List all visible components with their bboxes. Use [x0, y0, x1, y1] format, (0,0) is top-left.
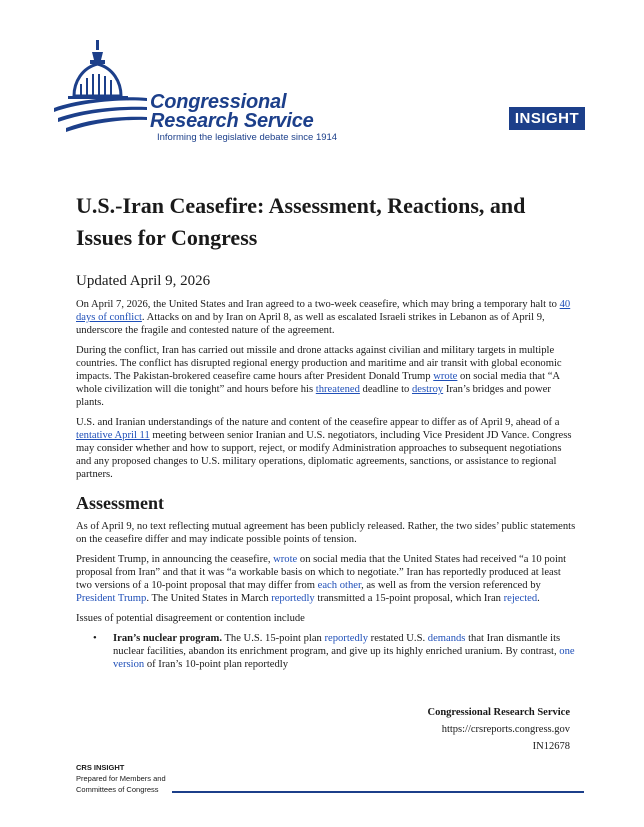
paragraph-trump-announcement [76, 553, 576, 605]
report-body [76, 298, 576, 678]
text: . The United States in March [146, 593, 272, 604]
link-demands[interactable]: demands [427, 633, 466, 644]
text: on social media that the United States had received “a 10 point proposal from Iran” and that it was “a workable basis on which to negotiate.” Iran has reportedly produced at least two versions of a 10-point proposal that may differ from [76, 554, 567, 591]
assessment-heading: Assessment [76, 493, 164, 513]
footer-code: IN12678 [532, 741, 570, 752]
link-each-other[interactable]: each other [317, 580, 362, 591]
report-title: U.S.-Iran Ceasefire: Assessment, Reactions, and Issues for Congress [76, 193, 526, 250]
text: , as well as from the version referenced by [361, 580, 541, 591]
text: . Attacks on and by Iran on April 8, as well as escalated Israeli strikes in Lebanon as of April 9, underscore the fragile and contested nature of the agreement. [76, 312, 545, 336]
paragraph-intro [76, 298, 576, 337]
footer-org: Congressional Research Service [427, 707, 570, 718]
footer-prepared-1: Prepared for Members and [76, 774, 166, 783]
text: deadline to [359, 384, 412, 395]
footer-prepared-2: Committees of Congress [76, 785, 159, 794]
brand-line-2: Research Service [150, 110, 314, 132]
brand-name [150, 93, 314, 131]
text: meeting between senior Iranian and U.S. negotiators, including Vice President JD Vance. Congress may consider whether and how to support, reject, or modify Administration approaches to subsequent negotiations and any proposed changes to U.S. military operations, diplomatic agreements, sanctions, or assistance to regional partners. [76, 430, 572, 480]
footer-crs-insight [76, 762, 166, 795]
text: of Iran’s 10-point plan reportedly [144, 659, 289, 670]
paragraph-understandings [76, 416, 576, 481]
brand-line-1: Congressional [150, 91, 287, 113]
link-threatened[interactable]: threatened [315, 384, 360, 395]
link-president-trump[interactable]: President Trump [76, 593, 147, 604]
report-header [0, 0, 644, 160]
footer-url[interactable]: https://crsreports.congress.gov [441, 724, 570, 735]
footer-citation [427, 704, 570, 755]
text: Iran’s bridges and power plants. [76, 384, 551, 408]
paragraph-no-text: As of April 9, no text reflecting mutual agreement has been publicly released. Rather, the two sides’ public statements on the ceasefire differ and may indicate possible points of tension. [76, 521, 576, 545]
text: transmitted a 15-point proposal, which Iran [314, 593, 504, 604]
bullet-heading: Iran’s nuclear program. [113, 633, 222, 644]
text: . [537, 593, 540, 604]
link-tentative-april-11[interactable]: tentative April 11 [76, 430, 150, 441]
link-destroy[interactable]: destroy [411, 384, 444, 395]
link-reportedly-2[interactable]: reportedly [324, 633, 369, 644]
footer-insight-tag: CRS INSIGHT [76, 763, 125, 772]
text: During the conflict, Iran has carried out missile and drone attacks against civilian and military targets in multiple countries. The conflict has disrupted regional energy production and maritime and air transit with global economic impacts. The Pakistan-brokered ceasefire came hours after President Donald Trump [76, 345, 562, 382]
link-one-version[interactable]: one version [113, 646, 575, 670]
text: The U.S. 15-point plan [221, 633, 325, 644]
link-rejected[interactable]: rejected [503, 593, 538, 604]
link-wrote-2[interactable]: wrote [273, 554, 298, 565]
paragraph-issues-intro: Issues of potential disagreement or contention include [76, 613, 305, 624]
bullet-dot: • [93, 633, 97, 644]
link-40-days-of-conflict[interactable]: 40 days of conflict [76, 299, 571, 323]
text: restated U.S. [368, 633, 428, 644]
link-wrote[interactable]: wrote [433, 371, 458, 382]
capitol-dome-logo [52, 38, 152, 148]
text: U.S. and Iranian understandings of the nature and content of the ceasefire appear to differ as of April 9, ahead of a [76, 417, 560, 428]
updated-date: Updated April 9, 2026 [76, 273, 211, 289]
text: that Iran dismantle its nuclear facilities, abandon its enrichment program, and give up its highly enriched uranium. By contrast, [113, 633, 561, 657]
insight-badge: INSIGHT [509, 107, 585, 130]
link-reportedly[interactable]: reportedly [271, 593, 315, 604]
paragraph-conflict [76, 344, 576, 409]
brand-tagline: Informing the legislative debate since 1914 [157, 132, 338, 143]
bullet-nuclear-program [76, 632, 576, 671]
text: on social media that “A whole civilization will die tonight” and hours before his [76, 371, 560, 395]
text: President Trump, in announcing the ceasefire, [76, 554, 274, 565]
footer-divider [172, 791, 584, 793]
text: On April 7, 2026, the United States and Iran agreed to a two-week ceasefire, which may bring a temporary halt to [76, 299, 560, 310]
